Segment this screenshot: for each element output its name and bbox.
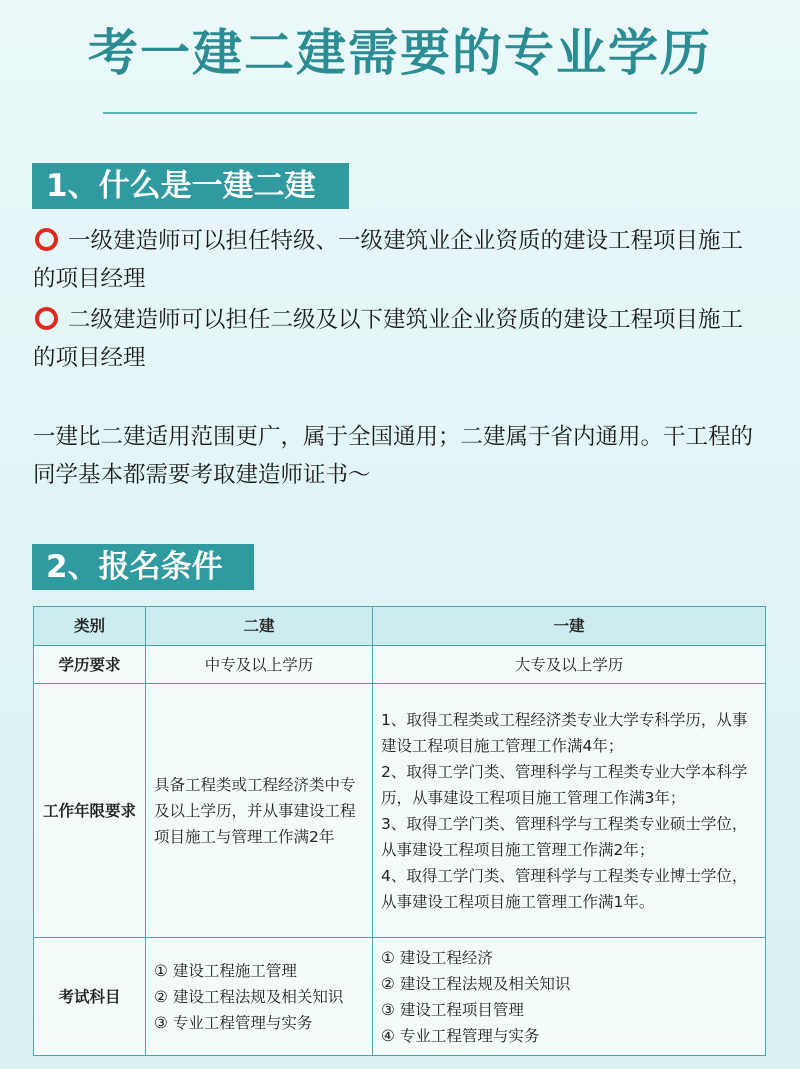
red-circle-icon	[35, 307, 58, 330]
cell-er-subjects	[146, 938, 373, 1056]
section-2-heading: 2、报名条件	[32, 544, 254, 590]
list-item: ③ 建设工程项目管理	[381, 1000, 524, 1019]
row-label-experience: 工作年限要求	[34, 684, 146, 938]
page-title: 考一建二建需要的专业学历	[88, 24, 712, 82]
red-circle-icon	[35, 228, 58, 251]
cell-yi-education: 大专及以上学历	[373, 646, 766, 684]
bullet-item	[33, 222, 763, 298]
list-item: ② 建设工程法规及相关知识	[381, 974, 571, 993]
cell-yi-experience	[373, 684, 766, 938]
section-1-heading: 1、什么是一建二建	[32, 163, 349, 209]
bullet-item	[33, 301, 763, 377]
list-item: ④ 专业工程管理与实务	[381, 1026, 540, 1045]
table-row	[34, 646, 766, 684]
list-item: 1、取得工程类或工程经济类专业大学专科学历，从事建设工程项目施工管理工作满4年；	[381, 710, 748, 755]
header-er-jian: 二建	[146, 607, 373, 646]
header-yi-jian: 一建	[373, 607, 766, 646]
list-item: 3、取得工学门类、管理科学与工程类专业硕士学位，从事建设工程项目施工管理工作满2年；	[381, 814, 748, 859]
bullet-text: 二级建造师可以担任二级及以下建筑业企业资质的建设工程项目施工的项目经理	[33, 307, 744, 371]
requirements-table	[33, 606, 766, 1056]
cell-er-experience: 具备工程类或工程经济类中专及以上学历，并从事建设工程项目施工与管理工作满2年	[146, 684, 373, 938]
list-item: ① 建设工程经济	[381, 948, 493, 967]
list-item: ③ 专业工程管理与实务	[154, 1013, 313, 1032]
cell-yi-subjects	[373, 938, 766, 1056]
cell-er-education: 中专及以上学历	[146, 646, 373, 684]
row-label-subjects: 考试科目	[34, 938, 146, 1056]
bullet-text: 一级建造师可以担任特级、一级建筑业企业资质的建设工程项目施工的项目经理	[33, 228, 744, 292]
table-row	[34, 938, 766, 1056]
header-category: 类别	[34, 607, 146, 646]
list-item: 4、取得工学门类、管理科学与工程类专业博士学位，从事建设工程项目施工管理工作满1年。	[381, 866, 748, 911]
table-row	[34, 684, 766, 938]
list-item: 2、取得工学门类、管理科学与工程类专业大学本科学历，从事建设工程项目施工管理工作满3年；	[381, 762, 748, 807]
summary-paragraph: 一建比二建适用范围更广，属于全国通用；二建属于省内通用。干工程的同学基本都需要考取建造师证书～	[33, 424, 754, 488]
list-item: ① 建设工程施工管理	[154, 961, 297, 980]
row-label-education: 学历要求	[34, 646, 146, 684]
title-divider	[103, 112, 697, 114]
list-item: ② 建设工程法规及相关知识	[154, 987, 344, 1006]
table-header-row	[34, 607, 766, 646]
